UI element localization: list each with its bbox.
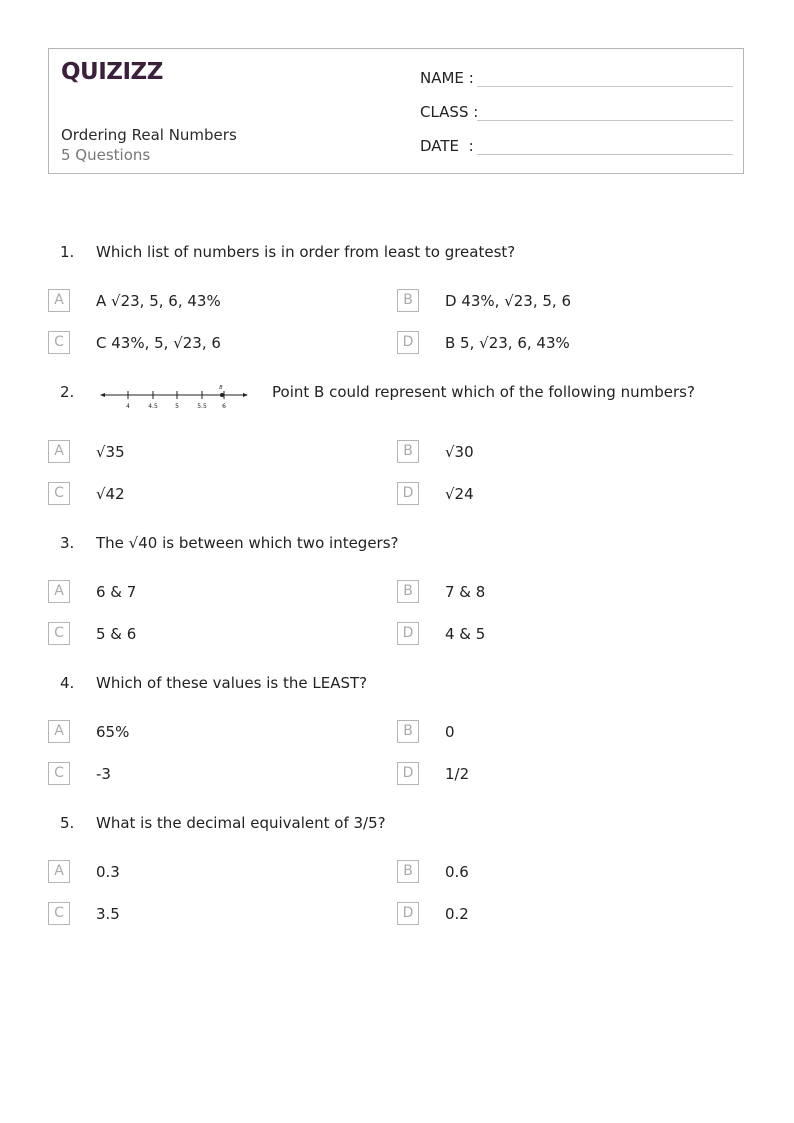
option-text-b: √30 — [445, 443, 474, 461]
worksheet-header — [48, 48, 744, 174]
class-line[interactable] — [477, 120, 733, 121]
option-box-c[interactable]: C — [48, 482, 70, 505]
svg-text:B: B — [219, 385, 223, 391]
option-box-a[interactable]: A — [48, 289, 70, 312]
option-text-b: 7 & 8 — [445, 583, 486, 601]
option-text-d: 0.2 — [445, 905, 469, 923]
date-field[interactable]: DATE : — [420, 137, 476, 155]
option-box-d[interactable]: D — [397, 482, 419, 505]
option-box-a[interactable]: A — [48, 720, 70, 743]
quizizz-logo: QUIZIZZ — [61, 59, 163, 85]
svg-text:4.5: 4.5 — [148, 403, 158, 410]
class-field[interactable]: CLASS : — [420, 103, 476, 121]
option-text-a: A √23, 5, 6, 43% — [96, 292, 221, 310]
option-text-b: 0.6 — [445, 863, 469, 881]
option-text-a: 6 & 7 — [96, 583, 137, 601]
option-box-b[interactable]: B — [397, 580, 419, 603]
option-text-c: 3.5 — [96, 905, 120, 923]
option-box-b[interactable]: B — [397, 289, 419, 312]
question-count: 5 Questions — [61, 146, 151, 164]
option-box-c[interactable]: C — [48, 902, 70, 925]
name-label: NAME — [420, 69, 464, 87]
option-box-d[interactable]: D — [397, 902, 419, 925]
option-text-d: √24 — [445, 485, 474, 503]
question-number: 5. — [60, 814, 75, 832]
option-text-b: 0 — [445, 723, 455, 741]
class-label: CLASS — [420, 103, 469, 121]
option-box-c[interactable]: C — [48, 762, 70, 785]
question-number: 2. — [60, 383, 75, 401]
svg-text:6: 6 — [222, 403, 226, 410]
option-text-a: 65% — [96, 723, 130, 741]
option-box-d[interactable]: D — [397, 622, 419, 645]
option-text-c: 5 & 6 — [96, 625, 137, 643]
option-box-b[interactable]: B — [397, 860, 419, 883]
question-text: Which of these values is the LEAST? — [96, 674, 368, 692]
option-box-b[interactable]: B — [397, 440, 419, 463]
option-text-d: 1/2 — [445, 765, 470, 783]
number-line-figure — [98, 383, 250, 413]
question-text: What is the decimal equivalent of 3/5? — [96, 814, 386, 832]
option-box-a[interactable]: A — [48, 860, 70, 883]
option-box-c[interactable]: C — [48, 622, 70, 645]
option-box-d[interactable]: D — [397, 762, 419, 785]
option-box-d[interactable]: D — [397, 331, 419, 354]
option-box-c[interactable]: C — [48, 331, 70, 354]
option-text-c: C 43%, 5, √23, 6 — [96, 334, 221, 352]
question-number: 4. — [60, 674, 75, 692]
question-number: 3. — [60, 534, 75, 552]
option-text-d: B 5, √23, 6, 43% — [445, 334, 570, 352]
option-text-c: √42 — [96, 485, 125, 503]
option-text-c: -3 — [96, 765, 111, 783]
date-label: DATE — [420, 137, 460, 155]
name-field[interactable]: NAME : — [420, 69, 476, 87]
question-text: Which list of numbers is in order from least to greatest? — [96, 243, 516, 261]
option-box-a[interactable]: A — [48, 580, 70, 603]
option-box-a[interactable]: A — [48, 440, 70, 463]
option-text-b: D 43%, √23, 5, 6 — [445, 292, 571, 310]
name-line[interactable] — [477, 86, 733, 87]
date-line[interactable] — [477, 154, 733, 155]
worksheet-title: Ordering Real Numbers — [61, 126, 237, 144]
option-text-d: 4 & 5 — [445, 625, 486, 643]
svg-text:4: 4 — [126, 403, 130, 410]
option-box-b[interactable]: B — [397, 720, 419, 743]
question-text: Point B could represent which of the following numbers? — [272, 383, 695, 401]
option-text-a: √35 — [96, 443, 125, 461]
question-text: The √40 is between which two integers? — [96, 534, 399, 552]
question-number: 1. — [60, 243, 75, 261]
svg-text:5.5: 5.5 — [197, 403, 207, 410]
option-text-a: 0.3 — [96, 863, 120, 881]
svg-text:5: 5 — [175, 403, 179, 410]
